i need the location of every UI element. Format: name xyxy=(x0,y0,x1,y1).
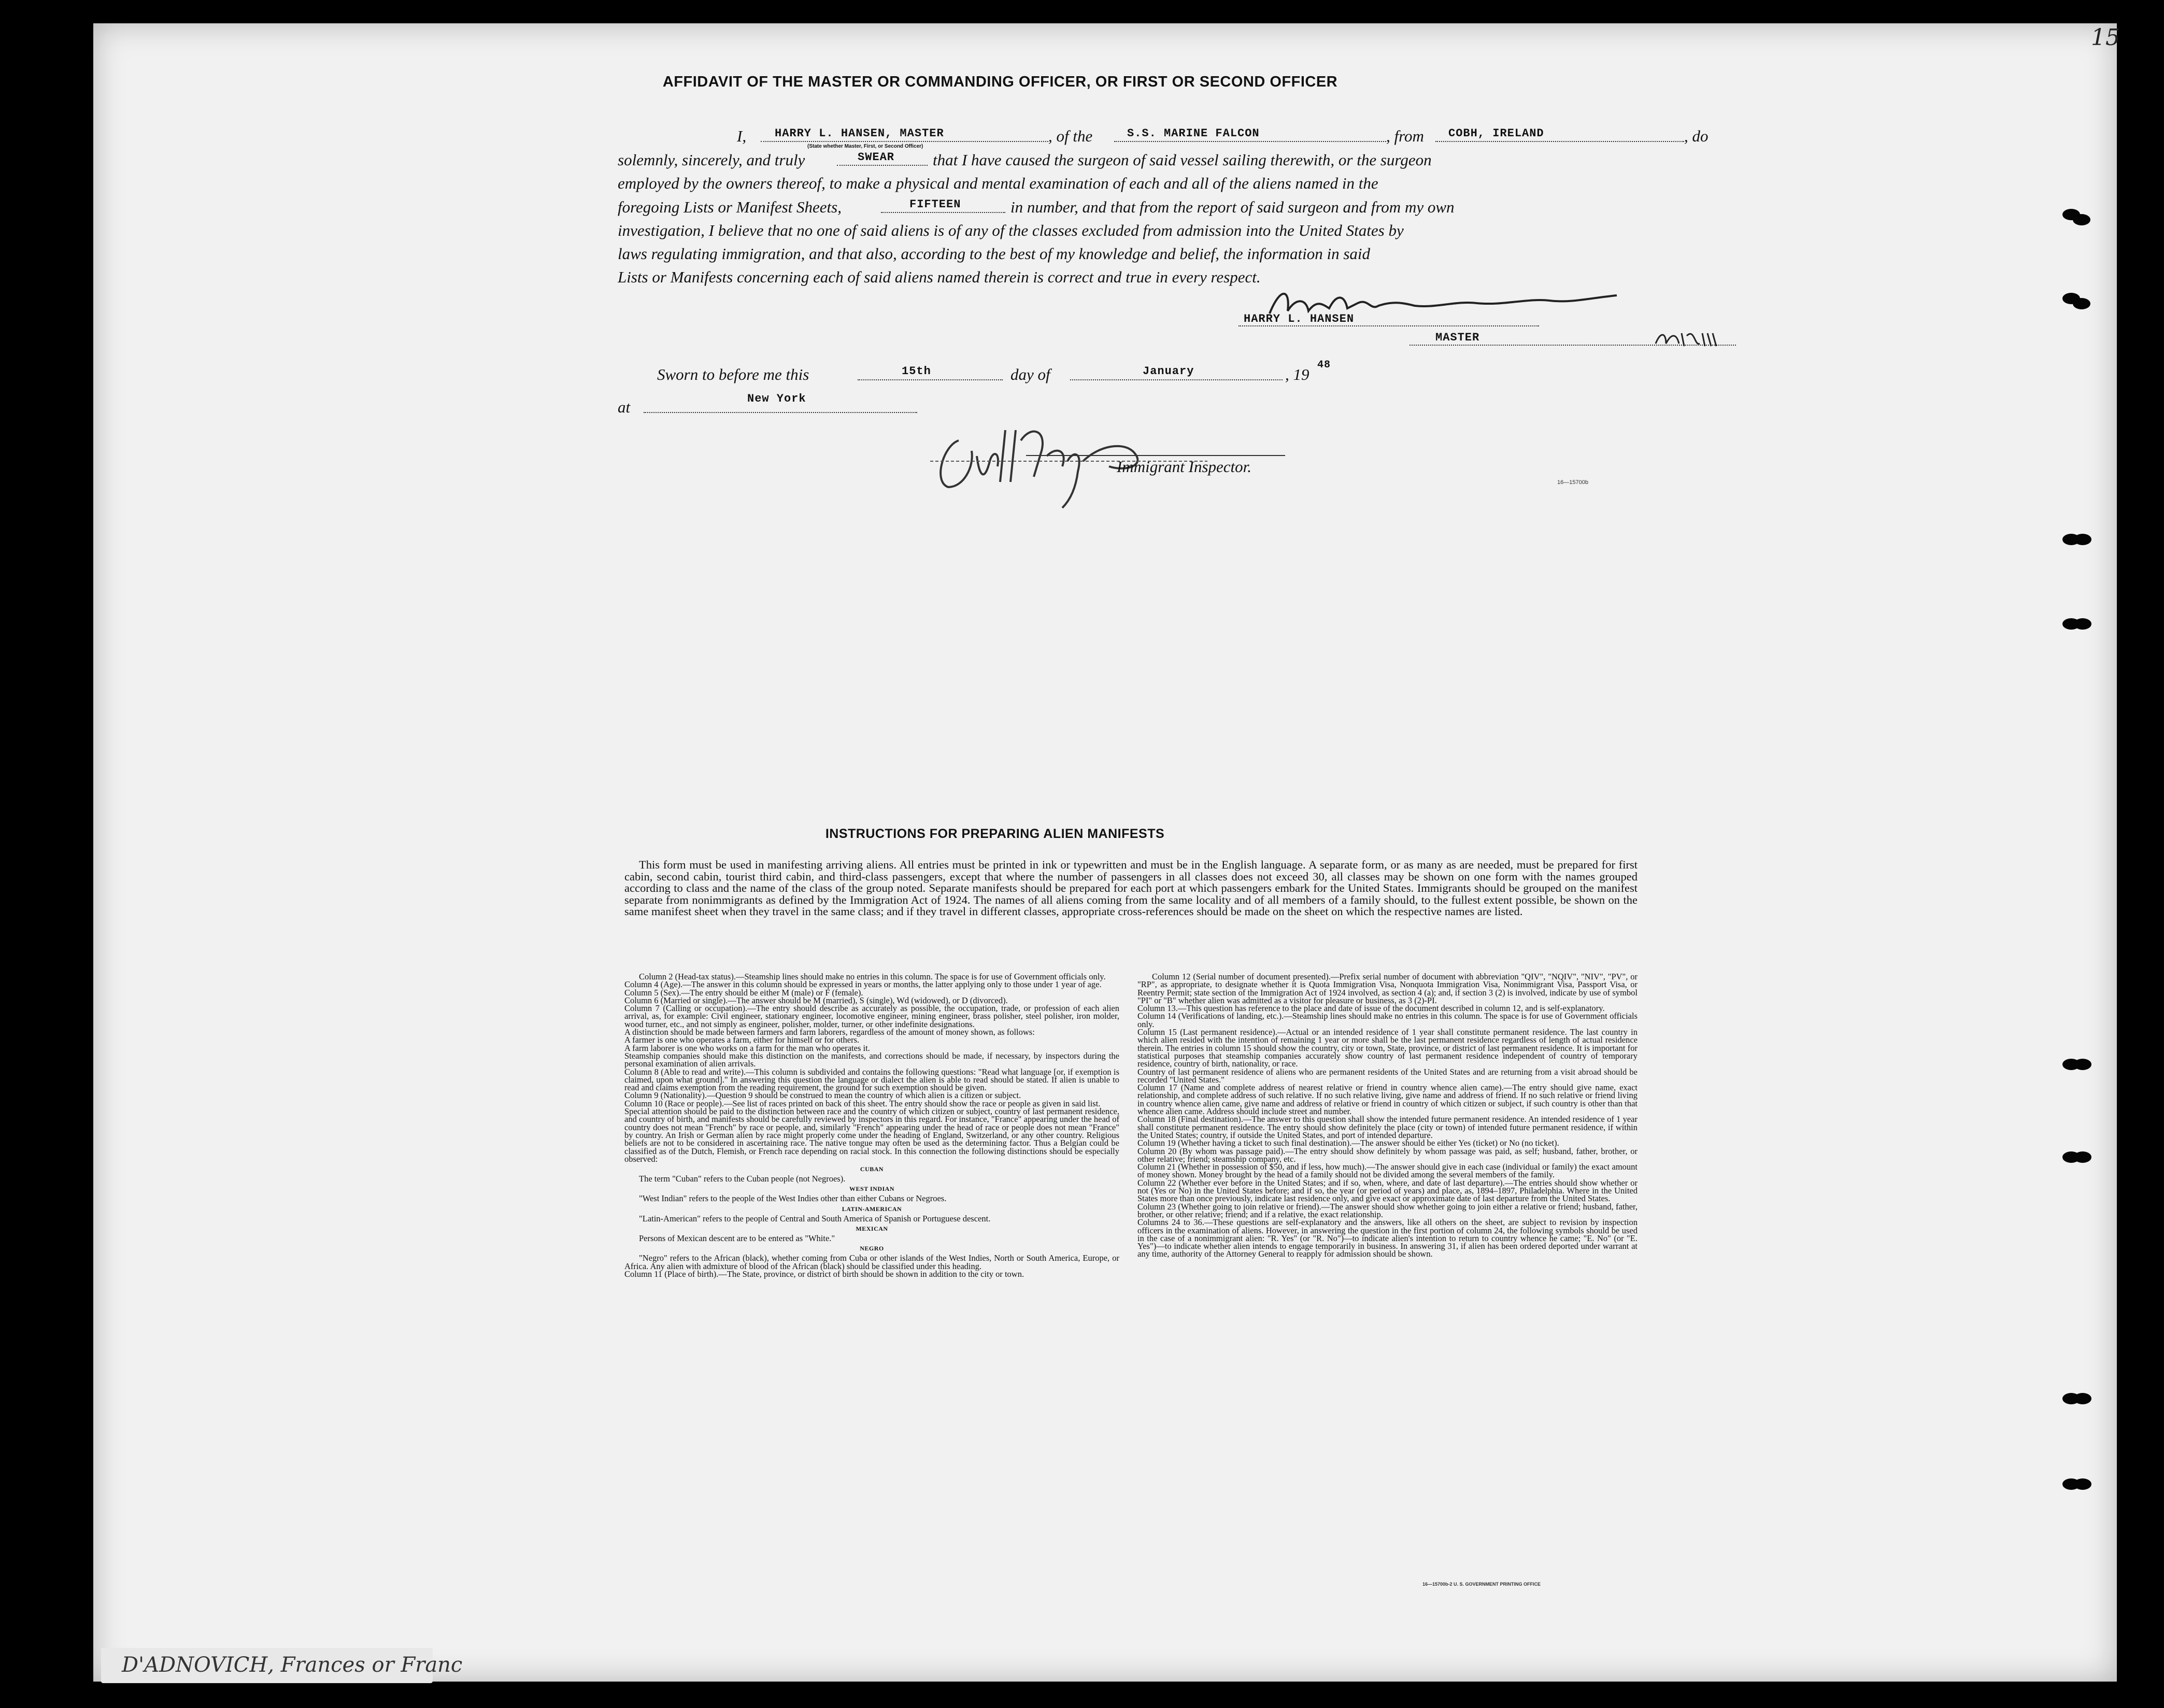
sheets-line xyxy=(881,212,1005,213)
sworn-day: 15th xyxy=(902,365,931,378)
affidavit-line7: Lists or Manifests concerning each of said aliens named therein is correct and true in every respect. xyxy=(618,268,1261,286)
sworn-month: January xyxy=(1143,365,1194,378)
instructions-intro: This form must be used in manifesting arriving aliens. All entries must be printed in ink or typewritten and must be in the English language. A separate form, or as many as are needed, must be prepared for first cabin, second cabin, tourist third cabin, and third-class passengers, except that where the number of passengers in all classes does not exceed 30, all classes may be shown on one form with the names grouped according to class and the name of the class of the group noted. Separate manifests should be prepared for each port at which passengers embark for the United States. Immigrants should be grouped on the manifest separate from nonimmigrants as defined by the Immigration Act of 1924. The names of all aliens coming from the same locality and of all members of a family should, to the fullest extent possible, be shown on the same manifest sheet when they travel in the same class; and if they travel in different classes, appropriate cross-references should be made on the sheet on which the respective names are listed. xyxy=(624,858,1638,918)
swear-value: SWEAR xyxy=(858,151,895,164)
affidavit-line3: employed by the owners thereof, to make a physical and mental examination of each and all of the aliens named in the xyxy=(618,174,1378,192)
margin-note: D'ADNOVICH, Frances or Franc xyxy=(122,1653,463,1677)
affidavit-line4b: in number, and that from the report of said surgeon and from my own xyxy=(1010,198,1455,216)
affidavit-line4a: foregoing Lists or Manifest Sheets, xyxy=(618,198,842,216)
binder-hole xyxy=(2074,1151,2091,1163)
west-indian-text: "West Indian" refers to the people of the West Indies other than either Cubans or Negroes. xyxy=(639,1193,947,1204)
instructions-left-column xyxy=(624,973,1119,1278)
affidavit-from: , from xyxy=(1386,127,1424,145)
vessel-line xyxy=(1114,141,1386,142)
inspector-line xyxy=(1026,455,1285,456)
binder-hole xyxy=(2074,534,2091,545)
affidavit-line2a: solemnly, sincerely, and truly xyxy=(618,151,805,169)
mexican-text: Persons of Mexican descent are to be entered as "White." xyxy=(639,1233,835,1244)
day-of-text: day of xyxy=(1010,365,1050,383)
affidavit-do: , do xyxy=(1684,127,1709,145)
master-name: HARRY L. HANSEN, MASTER xyxy=(775,127,944,140)
inspector-label: Immigrant Inspector. xyxy=(1117,458,1252,476)
binder-hole xyxy=(2074,1059,2091,1070)
latin-american-heading: LATIN-AMERICAN xyxy=(842,1205,902,1213)
signer-title: MASTER xyxy=(1435,331,1480,344)
signer-name: HARRY L. HANSEN xyxy=(1244,312,1355,325)
instructions-right-column xyxy=(1137,973,1638,1258)
title-handwriting xyxy=(1653,325,1720,354)
left-column-text: Column 2 (Head-tax status).—Steamship lines should make no entries in this column. The space is for use of Government officials only. Column 4 (Age).—The answer in this column should be expressed in years or months, the latter applying only to those under 1 year of age. Column 5 (Sex).—The entry should be either M (male) or F (female). Column 6 (Married or single).—The answer should be M (married), S (single), Wd (widowed), or D (divorced). Column 7 (Calling or occupation).—The entry should describe as accurately as possible, the occupation, trade, or profession of each alien arrival, as, for example: Civil engineer, stationary engineer, locomotive engineer, mining engineer, brass polisher, steel polisher, iron molder, wood turner, etc., and not simply as engineer, polisher, molder, turner, or other indefinite designations. A distinction should be made between farmers and farm laborers, regardless of the amount of money shown, as follows: A farmer is one who operates a farm, either for himself or for others. A farm laborer is one who works on a farm for the man who operates it. Steamship companies should make this distinction on the manifests, and corrections should be made, if necessary, by inspectors during the personal examination of alien arrivals. Column 8 (Able to read and write).—This column is subdivided and contains the following questions: "Read what language [or, if exemption is claimed, upon what ground]." In answering this question the language or dialect the alien is able to read should be stated. If alien is unable to read and claims exemption from the reading requirement, the ground for such exemption should be given. Column 9 (Nationality).—Question 9 should be construed to mean the country of which alien is a citizen or subject. Column 10 (Race or people).—See list of races printed on back of this sheet. The entry should show the race or people as given in said list. Special attention should be paid to the distinction between race and the country of which citizen or subject, country of last permanent residence, and country of birth, and manifests should be carefully reviewed by inspectors in this regard. For instance, "France" appearing under the head of country does not mean "French" by race or people, and, similarly "French" appearing under the head of race or people does not mean "France" by country. An Irish or German alien by race might properly come under the heading of England, Switzerland, or any other country. Religious beliefs are not to be considered in ascertaining race. The native tongue may often be used as the determining factor. Thus a Belgian could be classified as of the Dutch, Flemish, or French race depending on racial stock. In this connection the following distinctions should be especially observed: xyxy=(624,972,1119,1164)
day-line xyxy=(858,379,1003,380)
state-note: (State whether Master, First, or Second Officer) xyxy=(807,144,923,149)
sheets-value: FIFTEEN xyxy=(909,198,961,211)
affidavit-line2b: that I have caused the surgeon of said vessel sailing therewith, or the surgeon xyxy=(933,151,1432,169)
signature-line xyxy=(1238,325,1539,326)
swear-line xyxy=(837,165,928,166)
name-line xyxy=(761,141,1048,142)
affidavit-i: I, xyxy=(737,127,747,145)
right-column-text: Column 12 (Serial number of document presented).—Prefix serial number of document with abbreviation "QIV", "NQIV", "NIV", "PV", or "RP", as appropriate, to designate whether it is Quota Immigration Visa, Nonquota Immigration Visa, Nonimmigrant Visa, Passport Visa, or Reentry Permit; state section of the Immigration Act of 1924 involved, as section 4 (a); and, if section 3 (2) is involved, indicate by use of symbol "PI" or "B" whether alien was admitted as a visitor for pleasure or business, as 3 (2)-PI. Column 13.—This question has reference to the place and date of issue of the document described in column 12, and is self-explanatory. Column 14 (Verifications of landing, etc.).—Steamship lines should make no entries in this column. The space is for use of Government officials only. Column 15 (Last permanent residence).—Actual or an intended residence of 1 year shall constitute permanent residence. The last country in which alien resided with the intention of remaining 1 year or more shall be the last permanent residence regardless of length of actual residence therein. The entries in column 15 should show the country, city or town, State, province, or district of last permanent residence. It is important for statistical purposes that steamship companies accurately show country of last permanent residence independent of country of temporary residence, country of birth, nationality, or race. Country of last permanent residence of aliens who are permanent residents of the United States and are returning from a visit abroad should be recorded "United States." Column 17 (Name and complete address of nearest relative or friend in country whence alien came).—The entry should give name, exact relationship, and complete address of such relative. If no such relative living, give name and address of friend. If no such relative or friend living in country whence alien came, give name and address of relative or friend in country of which citizen or subject, if such country is other than that whence alien came. Address should include street and number. Column 18 (Final destination).—The answer to this question shall show the intended future permanent residence. An intended residence of 1 year shall constitute permanent residence. The entry should show definitely the place (city or town) of intended future permanent residence, if within the United States; country, if outside the United States, and port of intended departure. Column 19 (Whether having a ticket to such final destination).—The answer should be either Yes (ticket) or No (no ticket). Column 20 (By whom was passage paid).—The entry should show definitely by whom passage was paid, as self; husband, father, brother, or other relative; friend; steamship company, etc. Column 21 (Whether in possession of $50, and if less, how much).—The answer should give in each case (individual or family) the exact amount of money shown. Money brought by the head of a family should not be divided among the several members of the family. Column 22 (Whether ever before in the United States; and if so, when, where, and date of last departure).—The entries should show whether or not (Yes or No) in the United States before; and if so, the year (or period of years) and place, as, 1894–1897, Philadelphia. Where in the United States more than once previously, indicate last residence only, and give exact or approximate date of last departure from the United States. Column 23 (Whether going to join relative or friend).—The answer should show whether going to join either a relative or friend; husband, father, brother, or other relative; friend; and if a relative, the exact relationship. Columns 24 to 36.—These questions are self-explanatory and the answers, like all others on the sheet, are subject to revision by inspection officers in the examination of aliens. However, in answering the question in the first portion of column 24, the following symbols should be used in the case of a nonimmigrant alien: "R. Yes" (or "R. No")—to indicate alien's intention to return to country whence he came; "E. No" (or "E. Yes")—to indicate whether alien intends to engage temporarily in business. In answering 31, if alien has been ordered deported under warrant at any time, authority of the Attorney General to reapply for admission should be shown. xyxy=(1137,972,1638,1259)
at-text: at xyxy=(618,398,631,416)
binder-hole xyxy=(2074,1478,2091,1490)
mexican-heading: MEXICAN xyxy=(856,1225,888,1233)
affidavit-title: AFFIDAVIT OF THE MASTER OR COMMANDING OFFICER, OR FIRST OR SECOND OFFICER xyxy=(662,74,1338,90)
cuban-heading: CUBAN xyxy=(860,1165,884,1173)
year-suffix: 48 xyxy=(1317,359,1331,371)
cuban-text: The term "Cuban" refers to the Cuban people (not Negroes). xyxy=(639,1174,846,1184)
binder-hole xyxy=(2073,214,2090,225)
page-number: 15 xyxy=(2091,24,2120,51)
negro-heading: NEGRO xyxy=(860,1245,884,1252)
port-line xyxy=(1435,141,1684,142)
affidavit-form-number: 16—15700b xyxy=(1557,479,1588,486)
month-line xyxy=(1070,379,1283,380)
instructions-footer: 16—15700b-2 U. S. GOVERNMENT PRINTING OFFICE xyxy=(1422,1582,1541,1587)
instructions-title: INSTRUCTIONS FOR PREPARING ALIEN MANIFESTS xyxy=(825,827,1165,841)
negro-text: "Negro" refers to the African (black), whether coming from Cuba or other islands of the West Indies, North or South America, Europe, or Africa. Any alien with admixture of blood of the African (black) should be classified under this heading. Column 11 (Place of birth).—The State, province, or district of birth should be shown in addition to the city or town. xyxy=(624,1253,1119,1279)
affidavit-line5: investigation, I believe that no one of said aliens is of any of the classes excluded from admission into the United States by xyxy=(618,221,1404,239)
port-name: COBH, IRELAND xyxy=(1448,127,1544,140)
sworn-text: Sworn to before me this xyxy=(657,365,809,383)
sworn-place: New York xyxy=(747,392,806,405)
binder-hole xyxy=(2074,618,2091,630)
manifest-page xyxy=(93,23,2120,1682)
place-line xyxy=(644,412,917,413)
affidavit-of-the: , of the xyxy=(1048,127,1093,145)
latin-american-text: "Latin-American" refers to the people of Central and South America of Spanish or Portuguese descent. xyxy=(639,1213,991,1223)
year-prefix: , 19 xyxy=(1285,365,1309,383)
vessel-name: S.S. MARINE FALCON xyxy=(1127,127,1260,140)
binder-hole xyxy=(2073,298,2090,309)
west-indian-heading: WEST INDIAN xyxy=(849,1185,894,1193)
affidavit-line6: laws regulating immigration, and that also, according to the best of my knowledge and belief, the information in said xyxy=(618,245,1371,263)
binder-hole xyxy=(2074,1393,2091,1404)
